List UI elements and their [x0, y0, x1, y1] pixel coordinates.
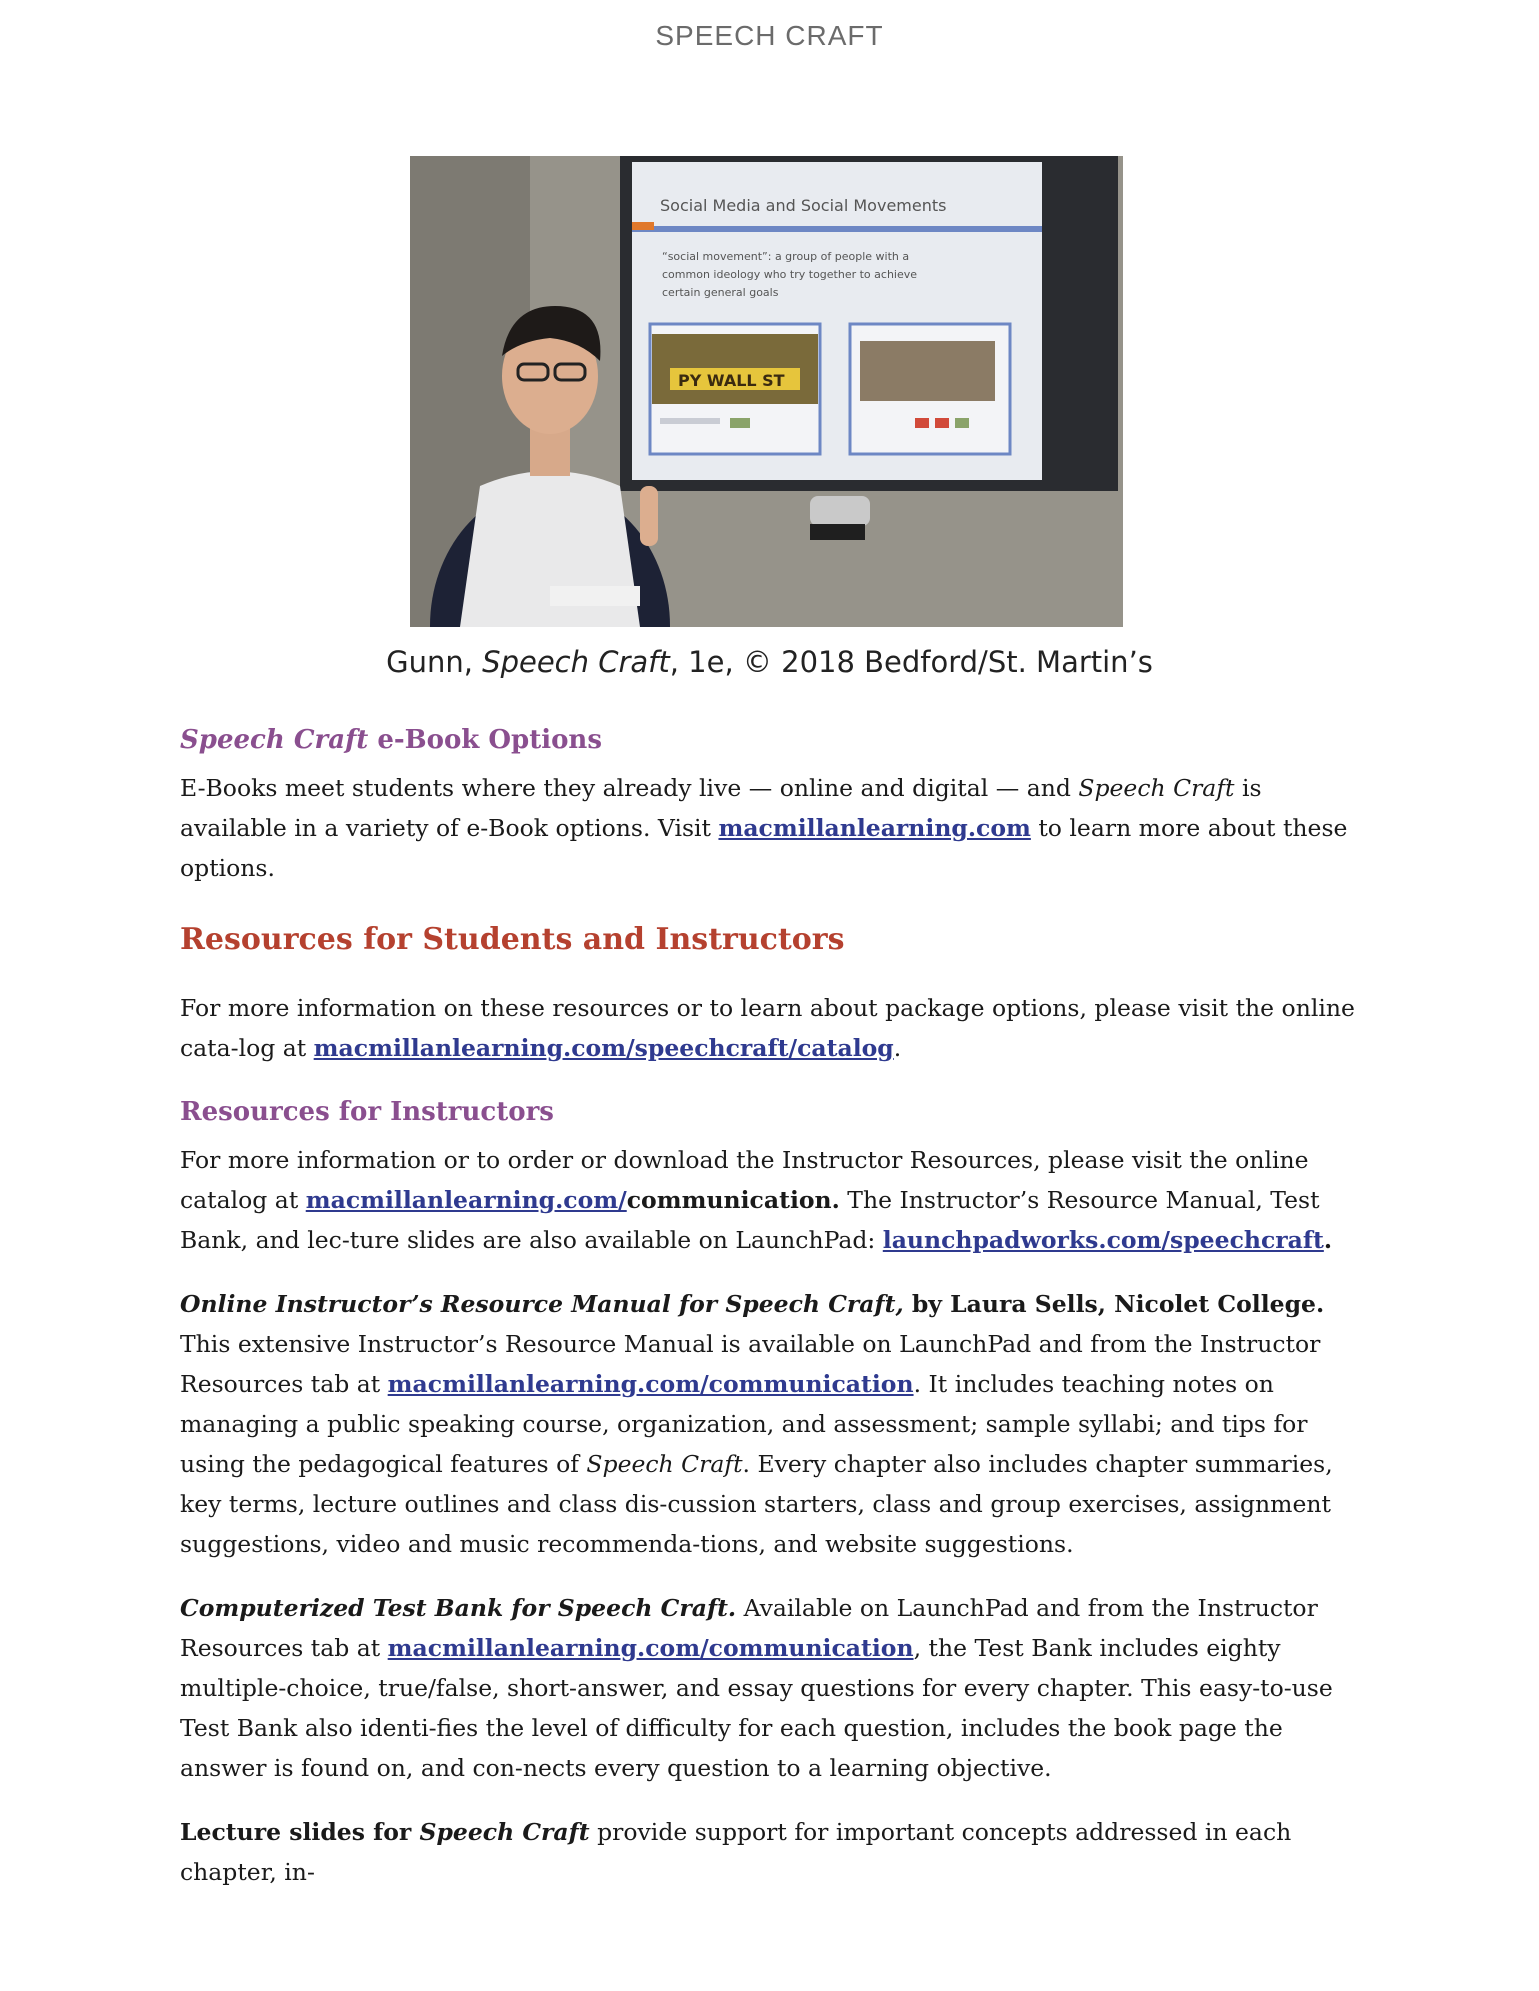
text-run: This extensive Instructor’s Resource Manual is available on LaunchPad and from the Instructor Resources tab at [180, 1330, 1321, 1398]
launchpad-link[interactable]: launchpadworks.com/speechcraft [882, 1226, 1324, 1254]
text-run: . It includes teaching notes on managing a public speaking course, organization, and assessment; sample syllabi; and tips for using the pedagogical features of [180, 1370, 1308, 1478]
text-run-bold: . [1323, 1226, 1333, 1254]
presenter-photo [410, 156, 1123, 627]
slides-paragraph [180, 1812, 1360, 1892]
ebook-paragraph [180, 768, 1360, 888]
slide-title: Social Media and Social Movements [660, 196, 947, 215]
text-run: is available in a variety of e-Book options. Visit [180, 774, 1262, 842]
ebook-heading [180, 720, 1360, 760]
text-run-bold: Lecture slides for [180, 1818, 420, 1846]
text-run: For more information on these resources or to learn about package options, please visit the online cata-log at [180, 994, 1355, 1062]
text-run: , the Test Bank includes eighty multiple-choice, true/false, short-answer, and essay questions for every chapter. This easy-to-use Test Bank also identi-fies the level of difficulty for each question, includes the book page the answer is found on, and con-nects every question to a learning objective. [180, 1634, 1333, 1782]
photo-caption [0, 645, 1539, 679]
slide-bullet-line: common ideology who try together to achieve [662, 268, 918, 281]
manual-paragraph [180, 1284, 1360, 1564]
text-run: Available on LaunchPad and from the Instructor Resources tab at [180, 1594, 1318, 1662]
text-run-italic: Speech Craft [586, 1450, 743, 1478]
running-head: SPEECH CRAFT [655, 20, 884, 51]
testbank-paragraph [180, 1588, 1360, 1788]
text-run: . [893, 1034, 902, 1062]
text-run: provide support for important concepts addressed in each chapter, in- [180, 1818, 1292, 1886]
macmillan-link[interactable]: macmillanlearning.com/ [305, 1186, 627, 1214]
main-content [180, 700, 1360, 1916]
text-run: The Instructor’s Resource Manual, Test Bank, and lec-ture slides are also available on LaunchPad: [180, 1186, 1320, 1254]
resources-paragraph [180, 988, 1360, 1068]
text-run-bold: by Laura Sells, Nicolet College. [903, 1290, 1325, 1318]
macmillan-link[interactable]: macmillanlearning.com [718, 814, 1031, 842]
instructors-paragraph [180, 1140, 1360, 1260]
protest-sign-text: PY WALL ST [678, 371, 785, 390]
caption-suffix: , 1e, © 2018 Bedford/St. Martin’s [669, 645, 1153, 679]
caption-title: Speech Craft [482, 645, 670, 679]
ebook-heading-rest: e-Book Options [368, 725, 602, 755]
text-run: . Every chapter also includes chapter summaries, key terms, lecture outlines and class dis-cussion starters, class and group exercises, assignment suggestions, video and music recommenda-tions, and website suggestions. [180, 1450, 1333, 1558]
text-run-bold-italic: Computerized Test Bank for Speech Craft. [180, 1594, 737, 1622]
slide-bullet-line: certain general goals [662, 286, 779, 299]
text-run-bold-italic: Speech Craft [419, 1818, 590, 1846]
communication-link[interactable]: macmillanlearning.com/communication [387, 1634, 914, 1662]
catalog-link[interactable]: macmillanlearning.com/speechcraft/catalog [313, 1034, 894, 1062]
instructors-heading: Resources for Instructors [180, 1097, 554, 1127]
text-run-italic: Speech Craft [1078, 774, 1235, 802]
text-run-bold: communication. [626, 1186, 840, 1214]
ebook-heading-italic: Speech Craft [180, 725, 369, 755]
text-run: to learn more about these options. [180, 814, 1348, 882]
caption-prefix: Gunn, [386, 645, 483, 679]
text-run-bold-italic: Online Instructor’s Resource Manual for Speech Craft, [180, 1290, 904, 1318]
resources-heading: Resources for Students and Instructors [180, 922, 845, 957]
text-run: E-Books meet students where they already live — online and digital — and [180, 774, 1079, 802]
communication-link[interactable]: macmillanlearning.com/communication [387, 1370, 914, 1398]
slide-bullet-line: “social movement”: a group of people with a [662, 250, 910, 263]
text-run: For more information or to order or download the Instructor Resources, please visit the online catalog at [180, 1146, 1309, 1214]
